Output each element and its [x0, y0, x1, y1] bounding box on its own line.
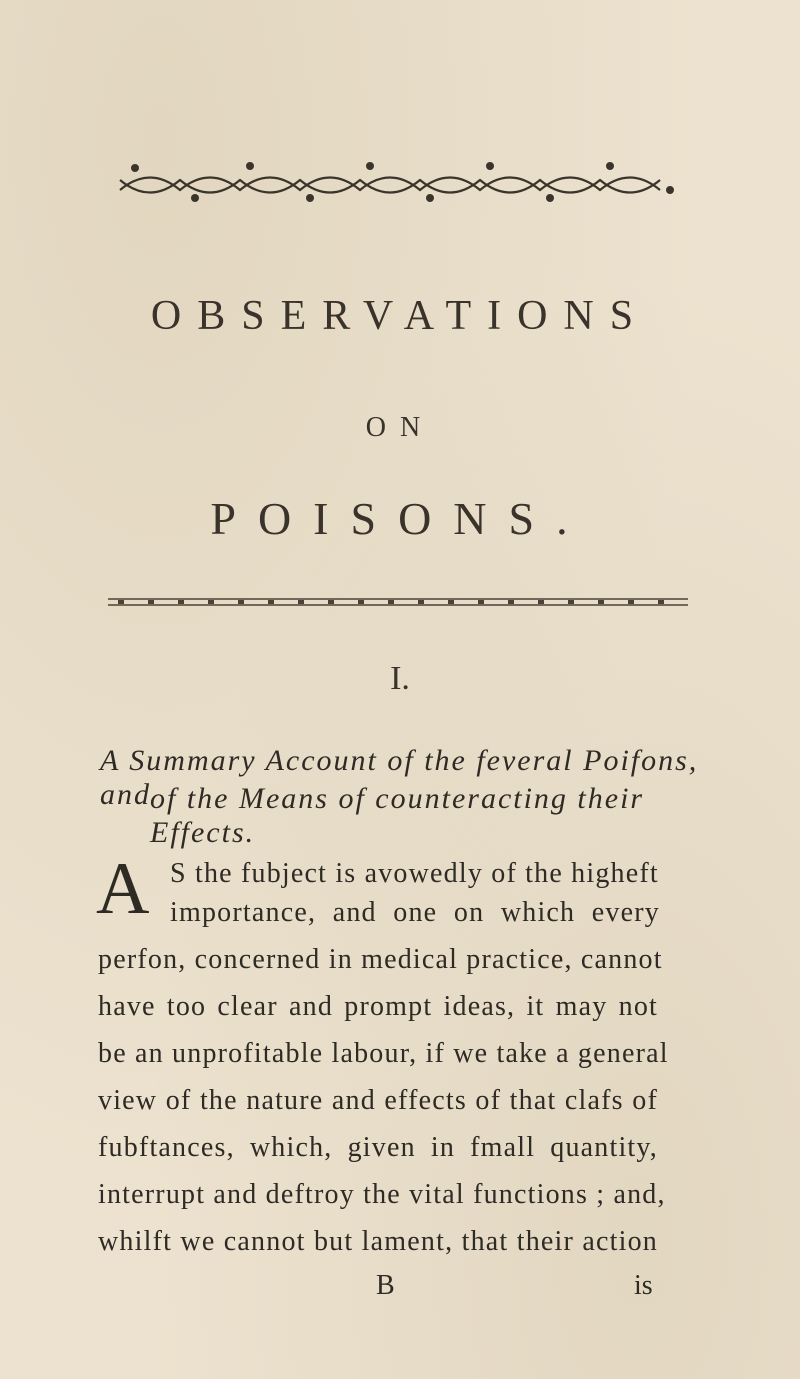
body-line-1: S the fubject is avowedly of the higheft: [170, 858, 659, 889]
drop-cap: A: [96, 848, 150, 930]
chapter-number: I.: [390, 660, 410, 697]
body-line-4: have too clear and prompt ideas, it may not: [98, 991, 658, 1022]
signature-mark: B: [376, 1270, 395, 1301]
chapter-summary-line-2: of the Means of counteracting their Effects.: [150, 782, 645, 849]
body-line-5: be an unprofitable labour, if we take a general: [98, 1038, 669, 1069]
floral-ornament-band: [110, 150, 690, 210]
body-line-2: importance, and one on which every: [170, 897, 660, 928]
body-line-8: interrupt and deftroy the vital functions ; and,: [98, 1179, 666, 1210]
body-line-6: view of the nature and effects of that clafs of: [98, 1085, 658, 1116]
body-line-3: perfon, concerned in medical practice, cannot: [98, 944, 663, 975]
title-observations: OBSERVATIONS: [150, 293, 650, 339]
decorative-rule: [108, 594, 688, 610]
body-line-7: fubftances, which, given in fmall quantity,: [98, 1132, 658, 1163]
catchword: is: [634, 1270, 653, 1301]
chapter-summary-line-1: A Summary Account of the feveral Poifons, and: [100, 744, 699, 811]
title-connector: ON: [365, 412, 435, 443]
body-line-9: whilft we cannot but lament, that their action: [98, 1226, 658, 1257]
title-subject: POISONS.: [210, 493, 590, 544]
